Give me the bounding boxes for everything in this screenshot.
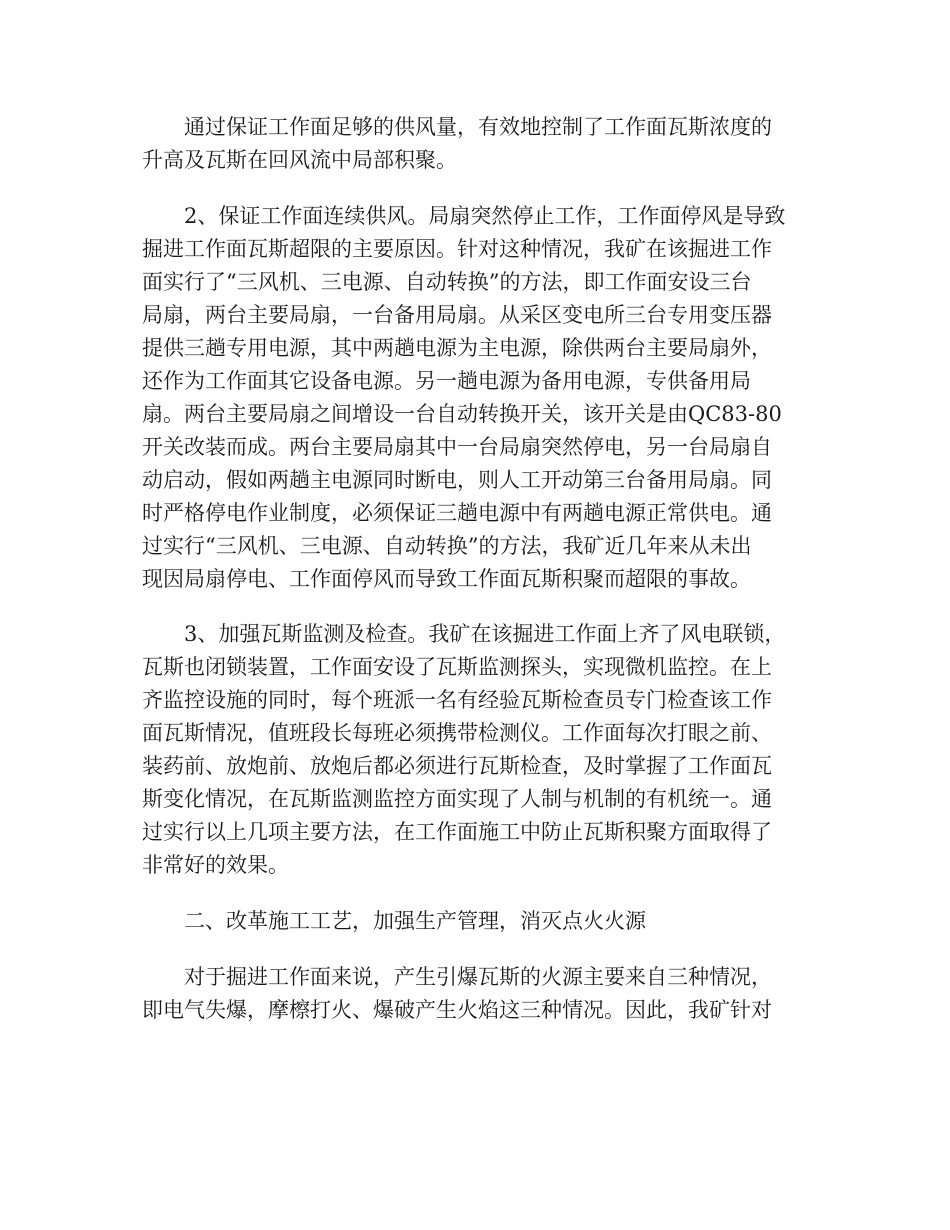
text-line: 开关改装而成。两台主要局扇其中一台局扇突然停电，另一台局扇自 <box>142 435 772 459</box>
text-line: 2、保证工作面连续供风。局扇突然停止工作，工作面停风是导致 <box>142 204 786 228</box>
text-line: 升高及瓦斯在回风流中局部积聚。 <box>142 148 457 172</box>
text-line: 3、加强瓦斯监测及检查。我矿在该掘进工作面上齐了风电联锁， <box>142 622 786 646</box>
text-line: 非常好的效果。 <box>142 853 289 877</box>
text-line: 齐监控设施的同时，每个班派一名有经验瓦斯检查员专门检查该工作 <box>142 688 772 712</box>
section-heading: 二、改革施工工艺，加强生产管理，消灭点火火源 <box>142 909 646 933</box>
text-line: 过实行“三风机、三电源、自动转换”的方法，我矿近几年来从未出 <box>142 534 752 558</box>
text-line: 现因局扇停电、工作面停风而导致工作面瓦斯积聚而超限的事故。 <box>142 567 751 591</box>
text-line: 局扇，两台主要局扇，一台备用局扇。从采区变电所三台专用变压器 <box>142 303 772 327</box>
text-line: 通过保证工作面足够的供风量，有效地控制了工作面瓦斯浓度的 <box>142 115 772 139</box>
text-line: 瓦斯也闭锁装置，工作面安设了瓦斯监测探头，实现微机监控。在上 <box>142 655 772 679</box>
text-line: 扇。两台主要局扇之间增设一台自动转换开关，该开关是由QC83-80 <box>142 402 782 426</box>
text-line: 面实行了“三风机、三电源、自动转换”的方法，即工作面安设三台 <box>142 270 752 294</box>
text-line: 装药前、放炮前、放炮后都必须进行瓦斯检查，及时掌握了工作面瓦 <box>142 754 772 778</box>
text-line: 斯变化情况，在瓦斯监测监控方面实现了人制与机制的有机统一。通 <box>142 787 772 811</box>
text-line: 过实行以上几项主要方法，在工作面施工中防止瓦斯积聚方面取得了 <box>142 820 772 844</box>
text-line: 时严格停电作业制度，必须保证三趟电源中有两趟电源正常供电。通 <box>142 501 772 525</box>
text-line: 即电气失爆，摩檫打火、爆破产生火焰这三种情况。因此，我矿针对 <box>142 998 772 1022</box>
text-line: 掘进工作面瓦斯超限的主要原因。针对这种情况，我矿在该掘进工作 <box>142 237 772 261</box>
text-line: 还作为工作面其它设备电源。另一趟电源为备用电源，专供备用局 <box>142 369 751 393</box>
text-line: 提供三趟专用电源，其中两趟电源为主电源，除供两台主要局扇外， <box>142 336 772 360</box>
text-line: 动启动，假如两趟主电源同时断电，则人工开动第三台备用局扇。同 <box>142 468 772 492</box>
text-line: 对于掘进工作面来说，产生引爆瓦斯的火源主要来自三种情况， <box>142 965 772 989</box>
text-line: 面瓦斯情况，值班段长每班必须携带检测仪。工作面每次打眼之前、 <box>142 721 772 745</box>
